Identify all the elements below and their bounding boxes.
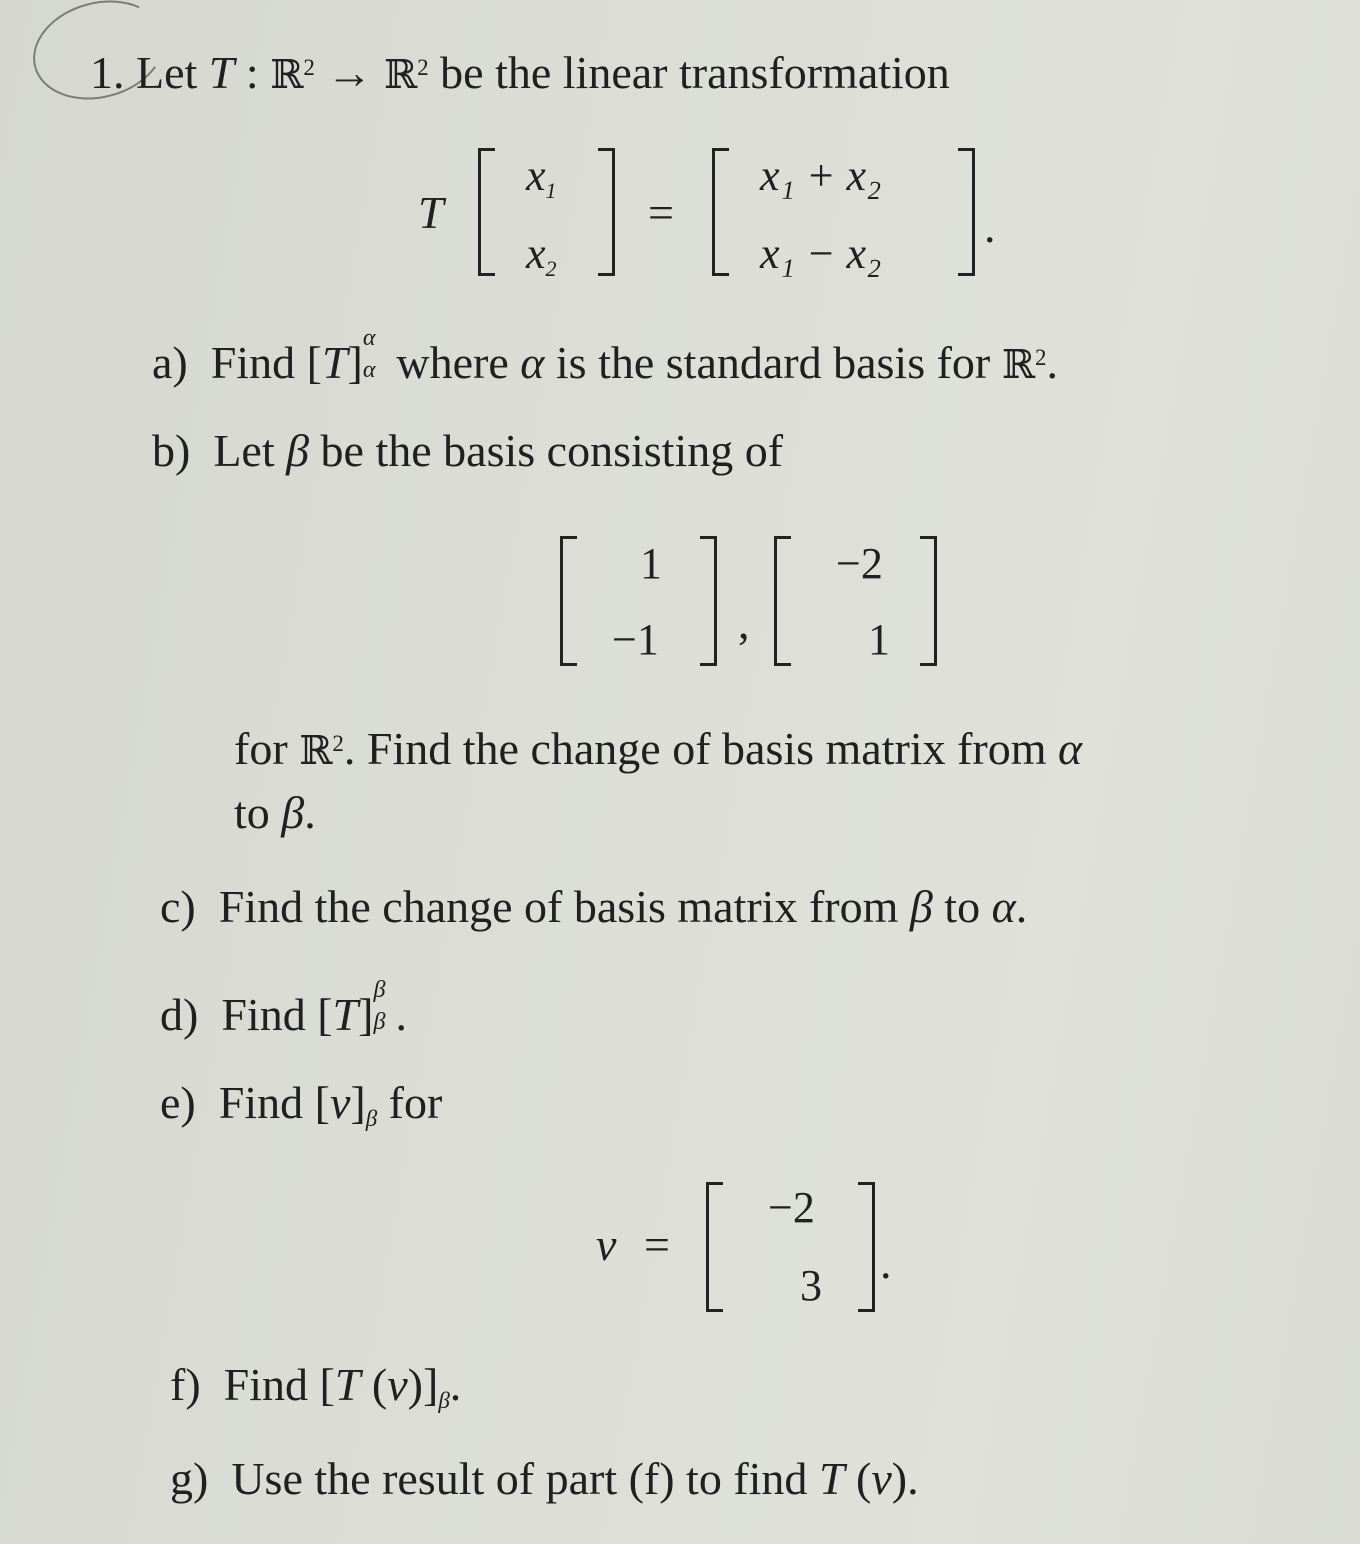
part-b-continued: for ℝ$^2$. Find the change of basis matrix from α (234, 723, 1083, 774)
v-bottom: 3 (800, 1261, 822, 1310)
problem-page: 1. Let T : ℝ$^2$ → ℝ$^2$ be the linear transformation T x1 x2 = x₁ + x₂ x₁ − x₂ . a) Find [T] α α where α is the standard basis for ℝ$^2$. b) Let β be the basis consisting of 1 −1 , −2 1 for ℝ$^2$. Find the change of basis matrix from α to β. c) Find the change of basis matrix from β to α. d) Find [T] β β . e) Find [v]β for v = −2 3 . f) Find [T (v)]β. g) Use the result of part (f) to find T (v). (0, 0, 1360, 1544)
matrix-x2: x2 (526, 229, 557, 281)
part-b-continued-2: to β. (234, 787, 316, 838)
matrix-bottom-right: x₁ − x₂ (760, 229, 882, 278)
part-c: c) Find the change of basis matrix from β to α. (160, 881, 1028, 932)
part-b: b) Let β be the basis consisting of (152, 425, 784, 476)
matrix-x1: x1 (526, 151, 557, 203)
basis1-top: 1 (640, 539, 662, 588)
problem-number: 1. (90, 47, 125, 98)
left-bracket (712, 148, 729, 276)
right-bracket (958, 148, 975, 276)
part-g: g) Use the result of part (f) to find T (v). (170, 1453, 919, 1504)
part-a: a) Find [T] α α where α is the standard basis for ℝ$^2$. (152, 325, 1058, 388)
v-top: −2 (768, 1183, 815, 1232)
left-bracket (478, 148, 495, 276)
problem-statement: 1. Let T : ℝ$^2$ → ℝ$^2$ be the linear transformation (90, 47, 950, 98)
part-f: f) Find [T (v)]β. (170, 1359, 462, 1414)
basis1-bottom: −1 (612, 615, 659, 664)
part-d: d) Find [T] β β . (160, 977, 407, 1040)
right-bracket (598, 148, 615, 276)
matrix-top-right: x₁ + x₂ (760, 151, 882, 200)
basis2-top: −2 (836, 539, 883, 588)
part-e: e) Find [v]β for (160, 1077, 443, 1132)
basis2-bottom: 1 (868, 615, 890, 664)
